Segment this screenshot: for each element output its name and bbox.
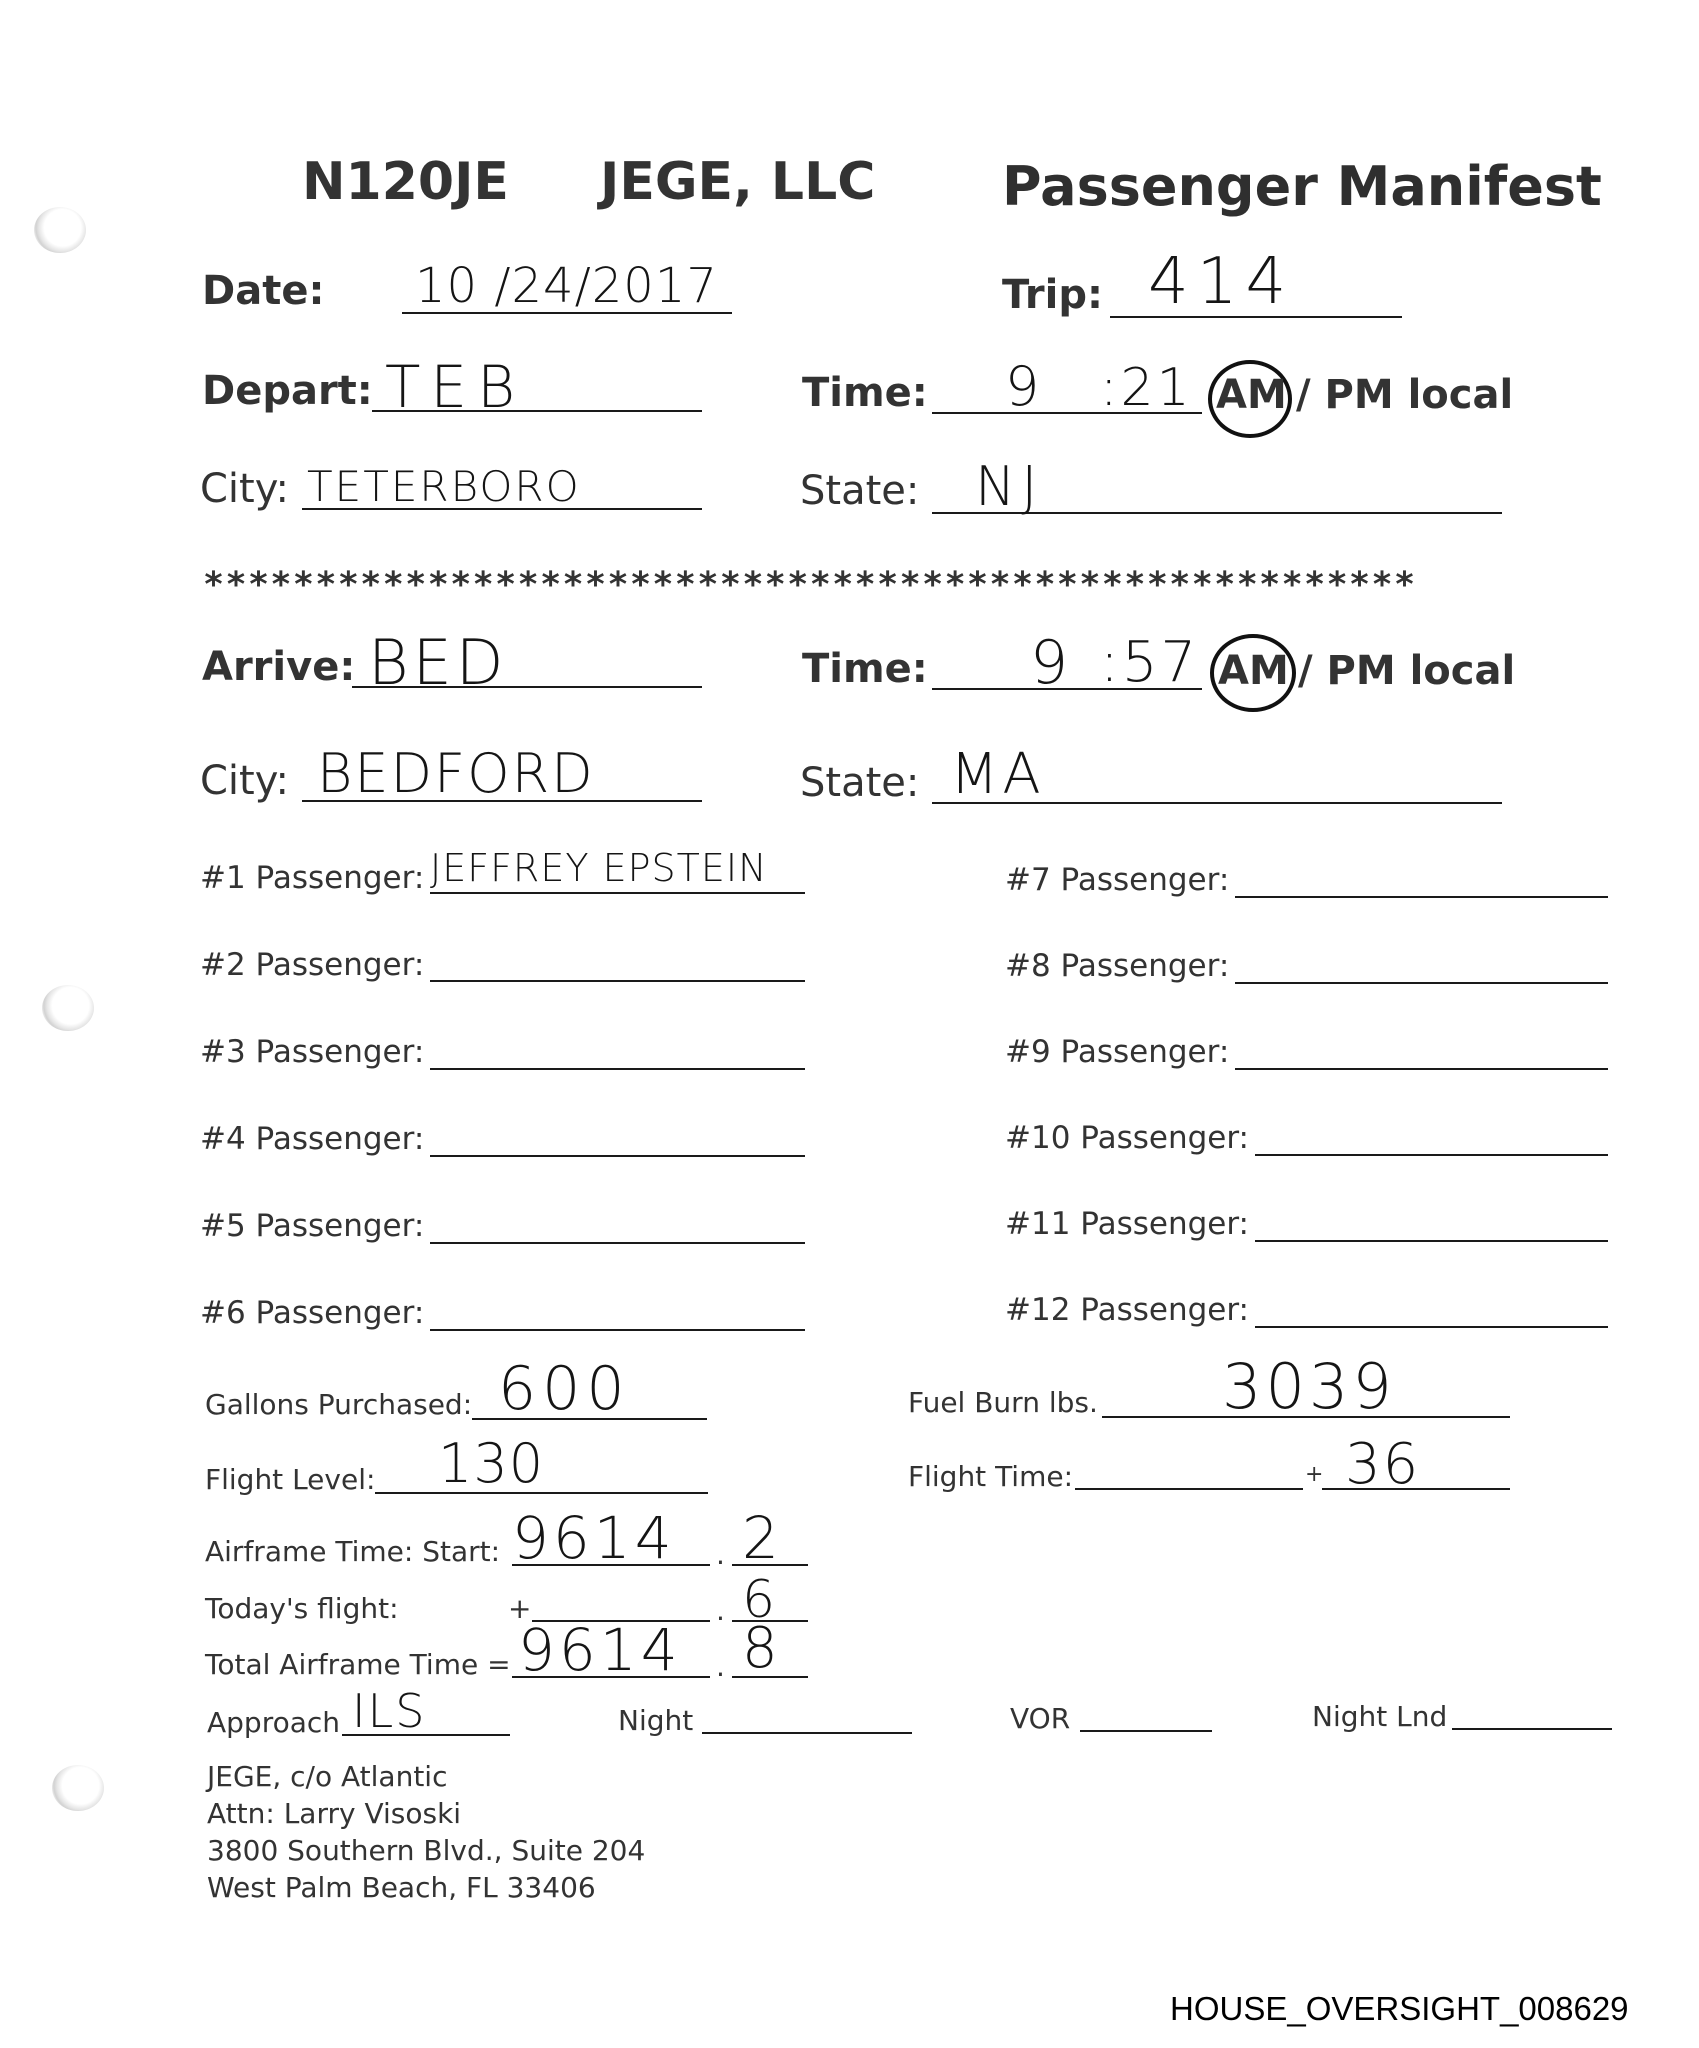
arrive-minutes: :57 xyxy=(1100,630,1200,695)
passenger-8-line xyxy=(1235,982,1608,984)
passenger-4-line xyxy=(430,1155,805,1157)
date-label: Date: xyxy=(202,268,325,314)
passenger-6-label: #6 Passenger: xyxy=(200,1295,425,1331)
gallons-label: Gallons Purchased: xyxy=(205,1388,473,1421)
passenger-9-label: #9 Passenger: xyxy=(1005,1034,1230,1070)
total-airframe-label: Total Airframe Time = xyxy=(205,1648,511,1681)
approach-label: Approach xyxy=(207,1706,341,1739)
passenger-3-line xyxy=(430,1068,805,1070)
arrive-hour: 9 xyxy=(1030,628,1072,698)
approach-value: ILS xyxy=(352,1684,427,1738)
vor-line xyxy=(1080,1730,1212,1732)
airframe-start-dot: . xyxy=(716,1538,725,1571)
trip-label: Trip: xyxy=(1002,272,1103,318)
depart-state-label: State: xyxy=(800,468,920,514)
trip-value: 414 xyxy=(1148,245,1295,319)
airframe-start-tenths: 2 xyxy=(742,1504,782,1572)
punch-hole-bottom xyxy=(52,1765,104,1811)
passenger-5-label: #5 Passenger: xyxy=(200,1208,425,1244)
todays-flight-plus: + xyxy=(508,1592,532,1625)
depart-minutes: :21 xyxy=(1100,358,1193,418)
flight-level-value: 130 xyxy=(438,1432,545,1495)
passenger-5-line xyxy=(430,1242,805,1244)
arrive-state-label: State: xyxy=(800,760,920,806)
depart-label: Depart: xyxy=(202,368,373,414)
depart-am-label: AM xyxy=(1216,372,1287,418)
passenger-11-label: #11 Passenger: xyxy=(1005,1206,1249,1242)
vor-label: VOR xyxy=(1010,1702,1071,1735)
arrive-city-value: BEDFORD xyxy=(317,742,595,805)
passenger-1-line xyxy=(430,892,805,894)
fuel-burn-value: 3039 xyxy=(1222,1350,1396,1423)
passenger-10-line xyxy=(1255,1154,1608,1156)
tail-number: N120JE xyxy=(302,152,509,212)
total-airframe-tenths: 8 xyxy=(742,1616,781,1681)
depart-hour: 9 xyxy=(1005,355,1043,418)
passenger-2-line xyxy=(430,980,805,982)
arrive-city-label: City: xyxy=(200,758,289,804)
flight-time-label: Flight Time: xyxy=(908,1460,1074,1493)
night-label: Night xyxy=(618,1704,694,1737)
passenger-7-label: #7 Passenger: xyxy=(1005,862,1230,898)
passenger-12-label: #12 Passenger: xyxy=(1005,1292,1249,1328)
address-line-1: JEGE, c/o Atlantic xyxy=(207,1760,448,1793)
todays-flight-label: Today's flight: xyxy=(205,1592,399,1625)
passenger-3-label: #3 Passenger: xyxy=(200,1034,425,1070)
address-block xyxy=(207,1758,645,1906)
asterisk-separator: ****************************************************** xyxy=(203,565,1417,605)
flight-time-hours-line xyxy=(1075,1488,1303,1490)
depart-value: TEB xyxy=(385,353,526,421)
arrive-label: Arrive: xyxy=(202,644,356,690)
passenger-1-name: JEFFREY EPSTEIN xyxy=(430,846,768,890)
page-title: Passenger Manifest xyxy=(1002,155,1602,218)
flight-level-label: Flight Level: xyxy=(205,1463,376,1496)
punch-hole-top xyxy=(34,207,86,253)
fuel-burn-label: Fuel Burn lbs. xyxy=(908,1386,1098,1419)
date-value: 10 /24/2017 xyxy=(415,258,718,314)
depart-state-value: NJ xyxy=(975,455,1044,518)
night-landing-label: Night Lnd xyxy=(1312,1700,1448,1733)
punch-hole-middle xyxy=(42,985,94,1031)
arrive-pm-local-label: / PM local xyxy=(1298,648,1516,694)
flight-time-value: 36 xyxy=(1345,1432,1421,1497)
airframe-start-label: Airframe Time: Start: xyxy=(205,1535,501,1568)
todays-flight-dot: . xyxy=(716,1594,725,1627)
passenger-7-line xyxy=(1235,896,1608,898)
company-name: JEGE, LLC xyxy=(600,152,876,212)
address-line-4: West Palm Beach, FL 33406 xyxy=(207,1871,596,1904)
arrive-time-label: Time: xyxy=(802,646,928,692)
flight-time-plus: + xyxy=(1305,1462,1324,1487)
passenger-9-line xyxy=(1235,1068,1608,1070)
total-airframe-dot: . xyxy=(716,1650,725,1683)
total-airframe-value: 9614 xyxy=(518,1616,682,1684)
address-line-2: Attn: Larry Visoski xyxy=(207,1797,462,1830)
passenger-4-label: #4 Passenger: xyxy=(200,1121,425,1157)
passenger-12-line xyxy=(1255,1326,1608,1328)
todays-flight-tenths: 6 xyxy=(742,1570,779,1630)
passenger-10-label: #10 Passenger: xyxy=(1005,1120,1249,1156)
depart-time-label: Time: xyxy=(802,370,928,416)
passenger-11-line xyxy=(1255,1240,1608,1242)
depart-pm-local-label: / PM local xyxy=(1296,372,1514,418)
bates-number: HOUSE_OVERSIGHT_008629 xyxy=(1170,1990,1629,2027)
depart-city-value: TETERBORO xyxy=(307,462,581,511)
airframe-start-value: 9614 xyxy=(512,1504,676,1572)
arrive-state-value: MA xyxy=(950,742,1045,807)
passenger-1-label: #1 Passenger: xyxy=(200,860,425,896)
passenger-2-label: #2 Passenger: xyxy=(200,947,425,983)
night-landing-line xyxy=(1452,1728,1612,1730)
passenger-6-line xyxy=(430,1329,805,1331)
gallons-value: 600 xyxy=(498,1354,631,1424)
night-line xyxy=(702,1732,912,1734)
passenger-8-label: #8 Passenger: xyxy=(1005,948,1230,984)
address-line-3: 3800 Southern Blvd., Suite 204 xyxy=(207,1834,646,1867)
arrive-value: BED xyxy=(368,626,508,699)
depart-city-label: City: xyxy=(200,466,289,512)
arrive-am-label: AM xyxy=(1218,648,1289,694)
